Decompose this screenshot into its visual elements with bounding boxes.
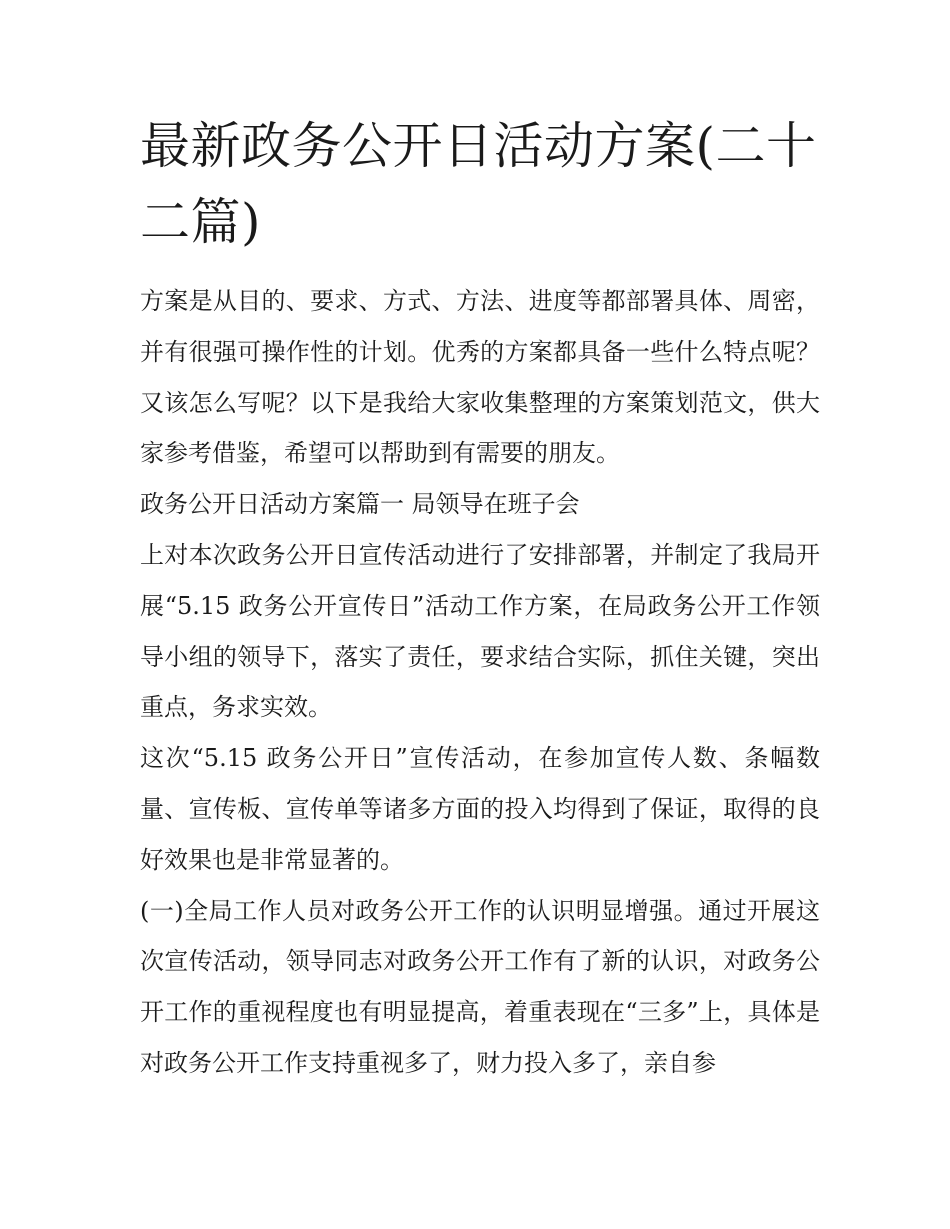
- document-body: [140, 276, 820, 1089]
- paragraph-intro: 方案是从目的、要求、方式、方法、进度等都部署具体、周密，并有很强可操作性的计划。优秀的方案都具备一些什么特点呢？又该怎么写呢？以下是我给大家收集整理的方案策划范文，供大家参考借鉴，希望可以帮助到有需要的朋友。: [140, 287, 820, 468]
- document-title: 最新政务公开日活动方案(二十二篇): [140, 117, 817, 251]
- paragraph-point-one: (一)全局工作人员对政务公开工作的认识明显增强。通过开展这次宣传活动，领导同志对政务公开工作有了新的认识，对政务公开工作的重视程度也有明显提高，着重表现在“三多”上，具体是对政务公开工作支持重视多了，财力投入多了，亲自参: [140, 896, 820, 1077]
- paragraph-arrangement: 上对本次政务公开日宣传活动进行了安排部署，并制定了我局开展“5.15 政务公开宣传日”活动工作方案，在局政务公开工作领导小组的领导下，落实了责任，要求结合实际，抓住关键，突出重点，务求实效。: [140, 540, 820, 722]
- paragraph-section-heading: 政务公开日活动方案篇一 局领导在班子会: [140, 490, 580, 519]
- paragraph-results: 这次“5.15 政务公开日”宣传活动，在参加宣传人数、条幅数量、宣传板、宣传单等诸多方面的投入均得到了保证，取得的良好效果也是非常显著的。: [140, 744, 820, 874]
